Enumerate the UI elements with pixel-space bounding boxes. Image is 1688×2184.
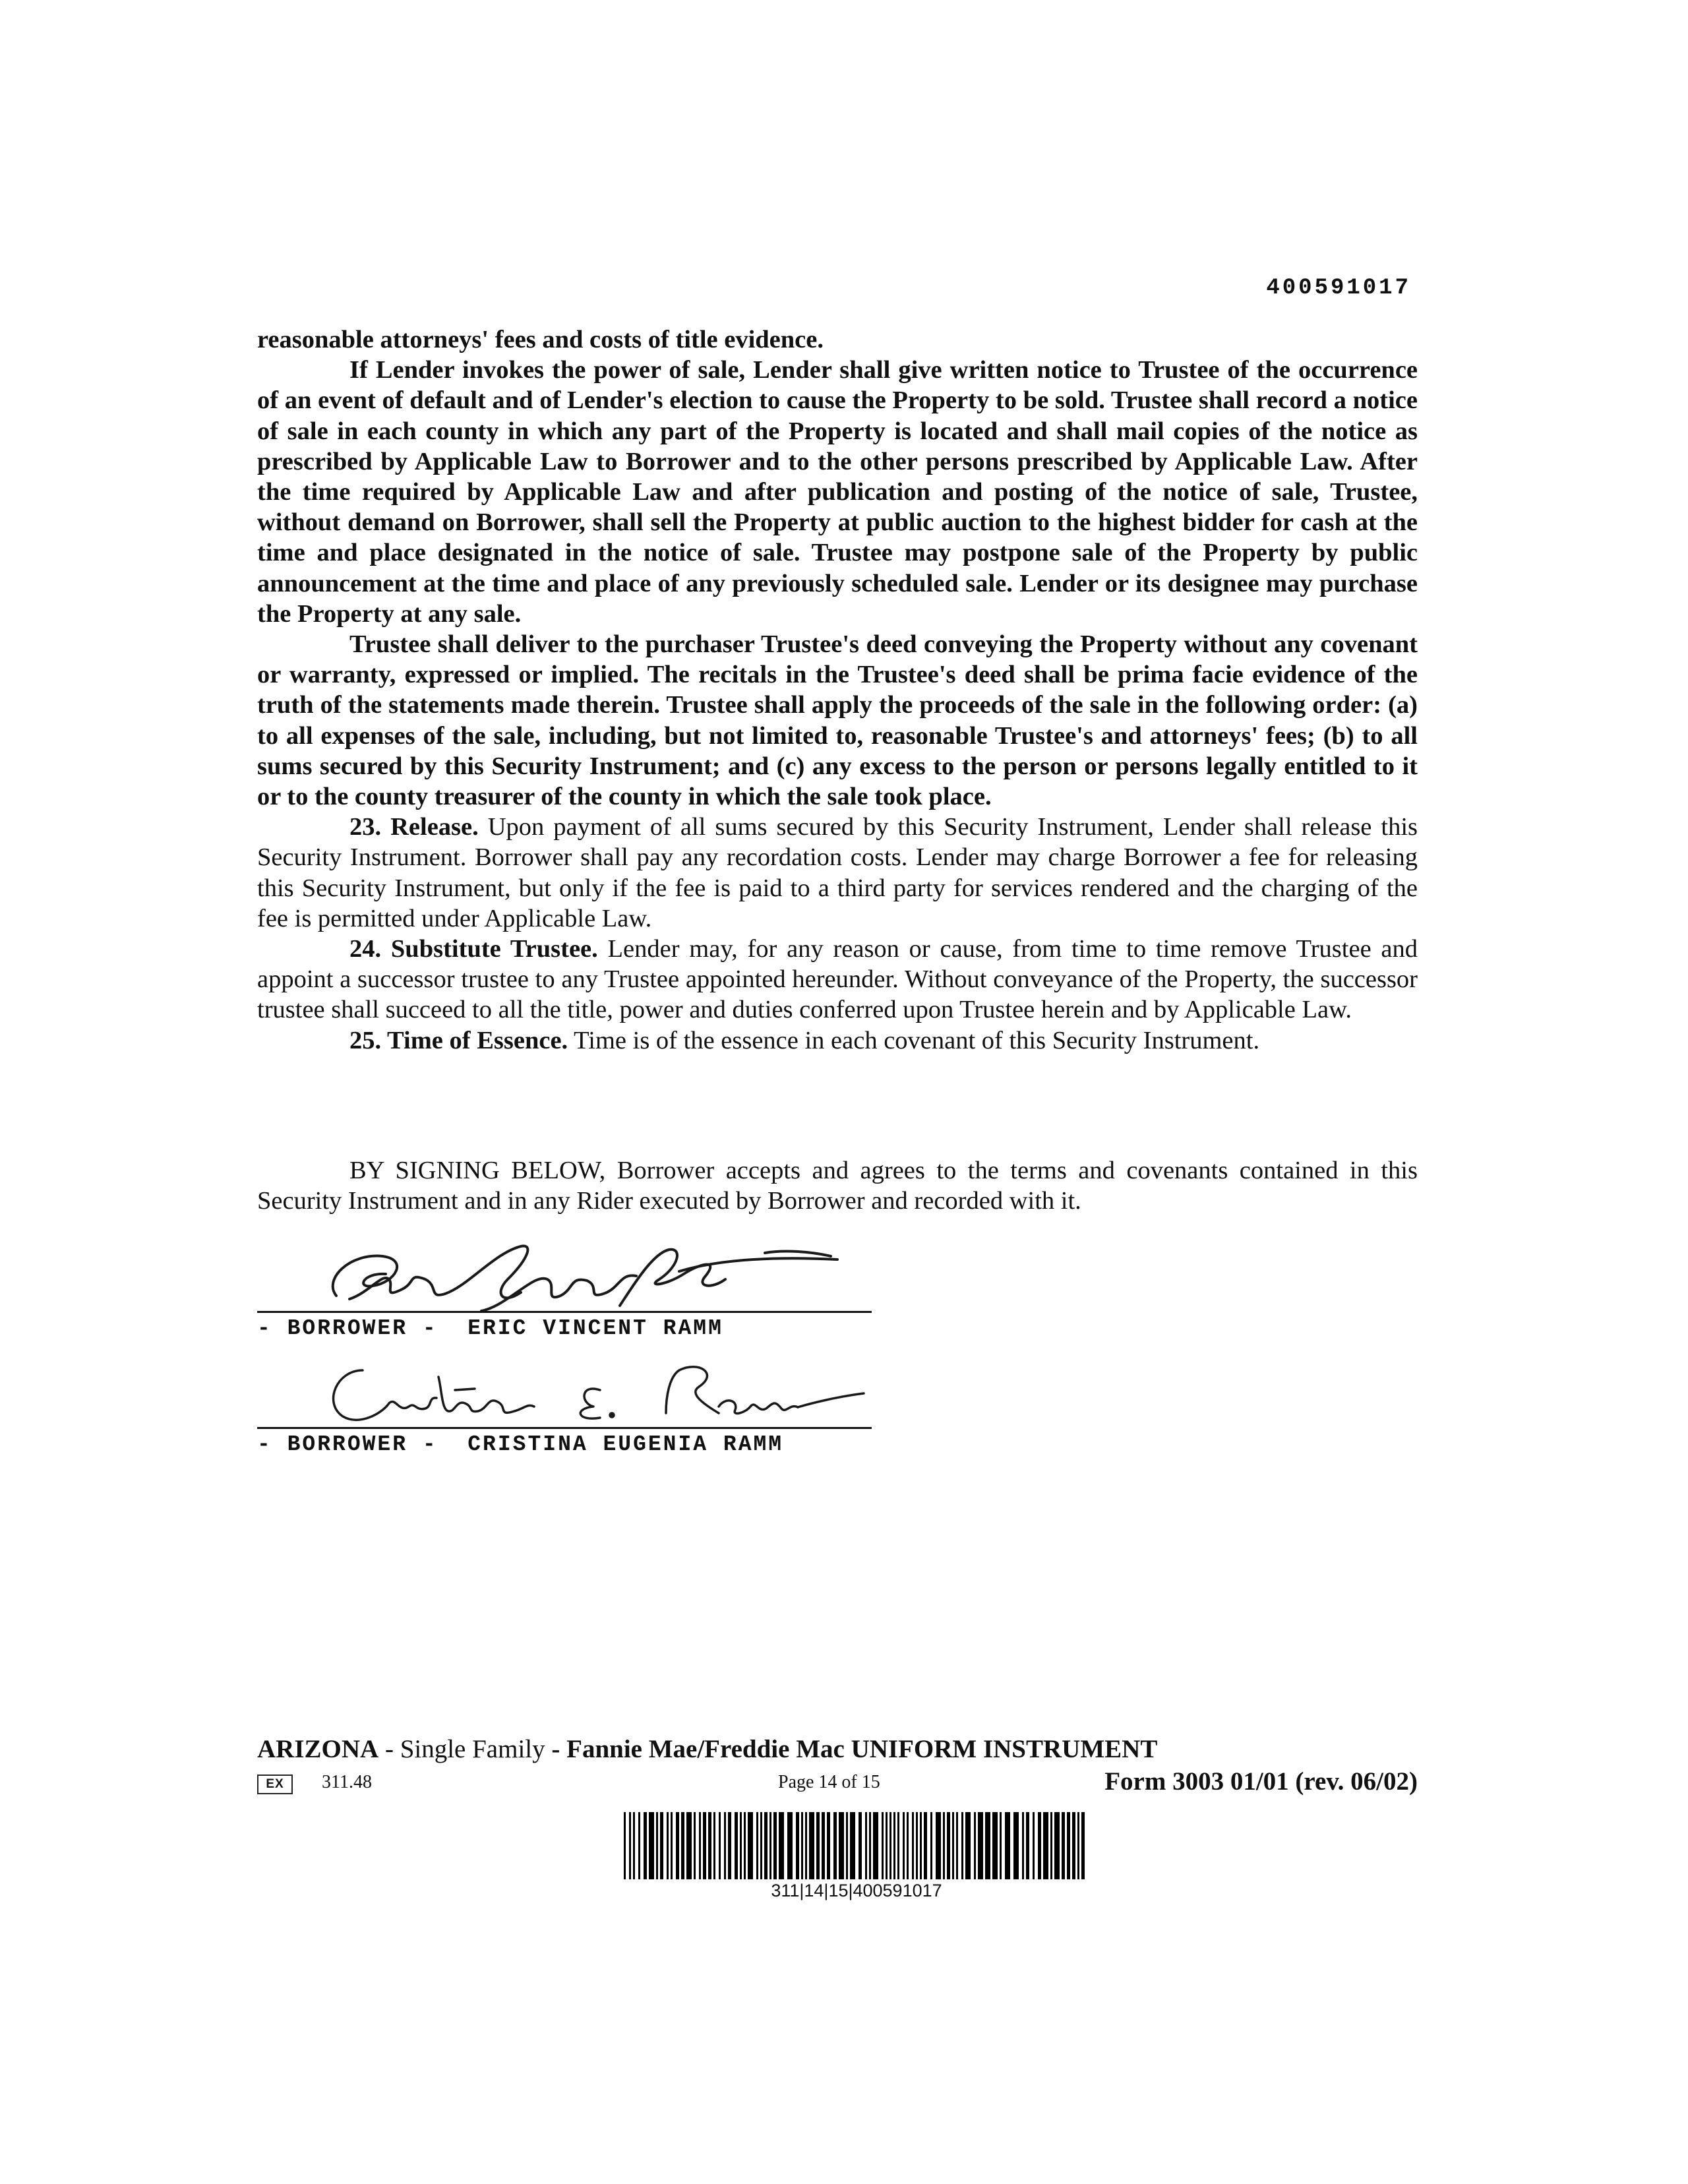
barcode-bar: [764, 1812, 768, 1879]
barcode-bar: [961, 1812, 963, 1879]
barcode-bar: [809, 1812, 814, 1879]
section-23-title: 23. Release.: [349, 813, 479, 841]
barcode-bar: [1026, 1812, 1029, 1879]
barcode-bar: [787, 1812, 793, 1879]
barcode-bar: [1077, 1812, 1079, 1879]
barcode-bar: [1043, 1812, 1048, 1879]
section-24-text: Lender may, for any reason or cause, from time to time remove Trustee and appoint a successor trustee to any Trustee appointed hereunder. Without conveyance of the Property, the successor trustee shall succeed to all the title, power and duties conferred upon Trustee herein and by Applicable Law.: [257, 935, 1418, 1024]
barcode-bar: [1013, 1812, 1019, 1879]
barcode-bar: [681, 1812, 684, 1879]
page-number: Page 14 of 15: [778, 1772, 880, 1792]
barcode-bar: [920, 1812, 922, 1879]
borrower-1-signature: [310, 1233, 870, 1319]
property-type: Single Family: [400, 1735, 545, 1763]
barcode-bar: [1062, 1812, 1065, 1879]
barcode-bar: [748, 1812, 753, 1879]
barcode-bar: [703, 1812, 706, 1879]
barcode-bar: [924, 1812, 927, 1879]
form-id: Form 3003 01/01 (rev. 06/02): [1104, 1767, 1418, 1796]
barcode-bar: [667, 1812, 669, 1879]
barcode-bar: [1054, 1812, 1060, 1879]
borrower-2-label: - BORROWER - CRISTINA EUGENIA RAMM: [257, 1432, 784, 1457]
barcode-bar: [965, 1812, 971, 1879]
barcode-bar: [978, 1812, 983, 1879]
barcode-bar: [903, 1812, 905, 1879]
document-number: 400591017: [1266, 276, 1411, 301]
barcode-bar: [660, 1812, 663, 1879]
barcode-bar: [740, 1812, 742, 1879]
barcode-bar: [816, 1812, 820, 1879]
barcode-bar: [1033, 1812, 1035, 1879]
barcode-bar: [801, 1812, 803, 1879]
barcode-bar: [882, 1812, 884, 1879]
barcode-bar: [936, 1812, 941, 1879]
barcode-bar: [1072, 1812, 1075, 1879]
barcode: [624, 1812, 1089, 1879]
title-separator-2: -: [545, 1735, 567, 1763]
barcode-bar: [724, 1812, 726, 1879]
barcode-bar: [744, 1812, 746, 1879]
barcode-bar: [629, 1812, 631, 1879]
barcode-bar: [796, 1812, 799, 1879]
section-24-title: 24. Substitute Trustee.: [349, 935, 598, 963]
trustee-deed-paragraph: Trustee shall deliver to the purchaser Trustee's deed conveying the Property without any covenant or warranty, expressed or implied. The recitals in the Trustee's deed shall be prima facie evidence of the truth of the statements made therein. Trustee shall apply the proceeds of the sale in the following order: (a) to all expenses of the sale, including, but not limited to, reasonable Trustee's and attorneys' fees; (b) to all sums secured by this Security Instrument; and (c) any excess to the person or persons legally entitled to it or to the county treasurer of the county in which the sale took place.: [257, 630, 1418, 811]
barcode-bar: [1000, 1812, 1002, 1879]
barcode-bar: [952, 1812, 954, 1879]
barcode-bar: [649, 1812, 654, 1879]
barcode-bar: [886, 1812, 888, 1879]
barcode-bar: [873, 1812, 878, 1879]
document-body: [257, 324, 1418, 1056]
barcode-bar: [956, 1812, 958, 1879]
barcode-bar: [638, 1812, 640, 1879]
barcode-bar: [773, 1812, 777, 1879]
barcode-bar: [943, 1812, 945, 1879]
instrument-name: Fannie Mae/Freddie Mac UNIFORM INSTRUMENT: [566, 1735, 1158, 1763]
barcode-bar: [708, 1812, 711, 1879]
barcode-bar: [756, 1812, 758, 1879]
barcode-bar: [846, 1812, 848, 1879]
barcode-bar: [930, 1812, 932, 1879]
barcode-bar: [916, 1812, 918, 1879]
barcode-bar: [947, 1812, 950, 1879]
barcode-bar: [713, 1812, 715, 1879]
barcode-bar: [912, 1812, 914, 1879]
barcode-bar: [686, 1812, 692, 1879]
section-23-text: Upon payment of all sums secured by this Security Instrument, Lender shall release this Security Instrument. Borrower shall pay any recordation costs. Lender may charge Borrower a fee for releasing this Security Instrument, but only if the fee is paid to a third party for services rendered and the charging of the fee is permitted under Applicable Law.: [257, 813, 1418, 932]
section-23-release: [257, 812, 1418, 934]
borrower-2-signature: [310, 1350, 870, 1436]
barcode-bar: [839, 1812, 844, 1879]
barcode-bar: [1005, 1812, 1010, 1879]
barcode-bar: [897, 1812, 899, 1879]
form-title: [257, 1734, 1157, 1764]
barcode-bar: [656, 1812, 658, 1879]
barcode-bar: [833, 1812, 837, 1879]
barcode-bar: [699, 1812, 701, 1879]
form-code-icon: EX: [257, 1774, 293, 1794]
section-25-text: Time is of the essence in each covenant of this Security Instrument.: [574, 1026, 1260, 1054]
borrower-1-signature-line: [257, 1311, 872, 1313]
barcode-bar: [735, 1812, 738, 1879]
barcode-bar: [676, 1812, 679, 1879]
barcode-bar: [719, 1812, 721, 1879]
barcode-bar: [992, 1812, 998, 1879]
form-footer: [257, 1769, 1418, 1802]
barcode-bar: [889, 1812, 891, 1879]
barcode-text: 311|14|15|400591017: [771, 1881, 942, 1900]
barcode-bar: [907, 1812, 909, 1879]
barcode-bar: [694, 1812, 696, 1879]
borrower-1-label: - BORROWER - ERIC VINCENT RAMM: [257, 1316, 723, 1341]
barcode-bar: [644, 1812, 647, 1879]
borrower-2-signature-line: [257, 1427, 872, 1429]
power-of-sale-paragraph: If Lender invokes the power of sale, Lender shall give written notice to Trustee of the occurrence of an event of default and of Lender's election to cause the Property to be sold. Trustee shall record a notice of sale in each county in which any part of the Property is located and shall mail copies of the notice as prescribed by Applicable Law to Borrower and to the other persons prescribed by Applicable Law. After the time required by Applicable Law and after publication and posting of the notice of sale, Trustee, without demand on Borrower, shall sell the Property at public auction to the highest bidder for cash at the time and place designated in the notice of sale. Trustee may postpone sale of the Property by public announcement at the time and place of any previously scheduled sale. Lender or its designee may purchase the Property at any sale.: [257, 356, 1418, 628]
barcode-bar: [624, 1812, 626, 1879]
barcode-bar: [974, 1812, 976, 1879]
barcode-bar: [728, 1812, 731, 1879]
section-25-title: 25. Time of Essence.: [349, 1026, 568, 1054]
signing-statement: BY SIGNING BELOW, Borrower accepts and agrees to the terms and covenants contained in this Security Instrument and in any Rider executed by Borrower and recorded with it.: [257, 1157, 1418, 1215]
barcode-bar: [859, 1812, 862, 1879]
barcode-bar: [1038, 1812, 1041, 1879]
barcode-bar: [827, 1812, 830, 1879]
barcode-bar: [985, 1812, 990, 1879]
barcode-bar: [850, 1812, 855, 1879]
barcode-bar: [893, 1812, 895, 1879]
barcode-bar: [865, 1812, 867, 1879]
form-code: 311.48: [322, 1772, 372, 1792]
state-name: ARIZONA: [257, 1735, 379, 1763]
barcode-bar: [769, 1812, 771, 1879]
barcode-bar: [1081, 1812, 1085, 1879]
section-24-substitute-trustee: [257, 934, 1418, 1025]
barcode-bar: [671, 1812, 673, 1879]
barcode-bar: [805, 1812, 807, 1879]
barcode-bar: [760, 1812, 762, 1879]
barcode-bar: [633, 1812, 635, 1879]
barcode-bar: [1067, 1812, 1070, 1879]
barcode-bar: [779, 1812, 784, 1879]
section-25-time-of-essence: [257, 1025, 1418, 1056]
barcode-bar: [822, 1812, 825, 1879]
continuation-text: reasonable attorneys' fees and costs of title evidence.: [257, 326, 824, 353]
title-separator-1: -: [378, 1735, 400, 1763]
barcode-bar: [1050, 1812, 1052, 1879]
barcode-bar: [1022, 1812, 1024, 1879]
barcode-bar: [869, 1812, 871, 1879]
